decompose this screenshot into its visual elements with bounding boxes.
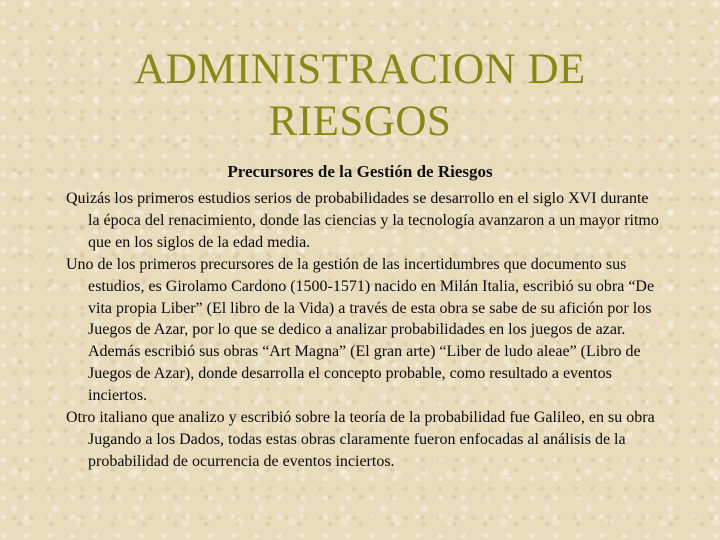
paragraph-galileo: Otro italiano que analizo y escribió sobre la teoría de la probabilidad fue Galileo, en su obra Jugando a los Dados, todas estas obras claramente fueron enfocadas al análisis de la probabilidad de ocurrencia de eventos inciertos. bbox=[66, 409, 655, 470]
title-line-2: RIESGOS bbox=[268, 98, 452, 145]
slide-body bbox=[66, 188, 662, 473]
slide-title bbox=[0, 44, 720, 148]
paragraph-renaissance: Quizás los primeros estudios serios de probabilidades se desarrollo en el siglo XVI durante la época del renacimiento, donde las ciencias y la tecnología avanzaron a un mayor ritmo que en los siglos de la edad media. bbox=[66, 190, 659, 251]
slide-subtitle: Precursores de la Gestión de Riesgos bbox=[227, 162, 493, 181]
title-line-1: ADMINISTRACION DE bbox=[134, 46, 586, 93]
paragraph-cardono: Uno de los primeros precursores de la gestión de las incertidumbres que documento sus estudios, es Girolamo Cardono (1500-1571) nacido en Milán Italia, escribió su obra “De vita propia Liber” (El libro de la Vida) a través de esta obra se sabe de su afición por los Juegos de Azar, por lo que se dedico a analizar probabilidades en los juegos de azar. Además escribió sus obras “Art Magna” (El gran arte) “Liber de ludo aleae” (Libro de Juegos de Azar), donde desarrolla el concepto probable, como resultado a eventos inciertos. bbox=[66, 255, 655, 405]
